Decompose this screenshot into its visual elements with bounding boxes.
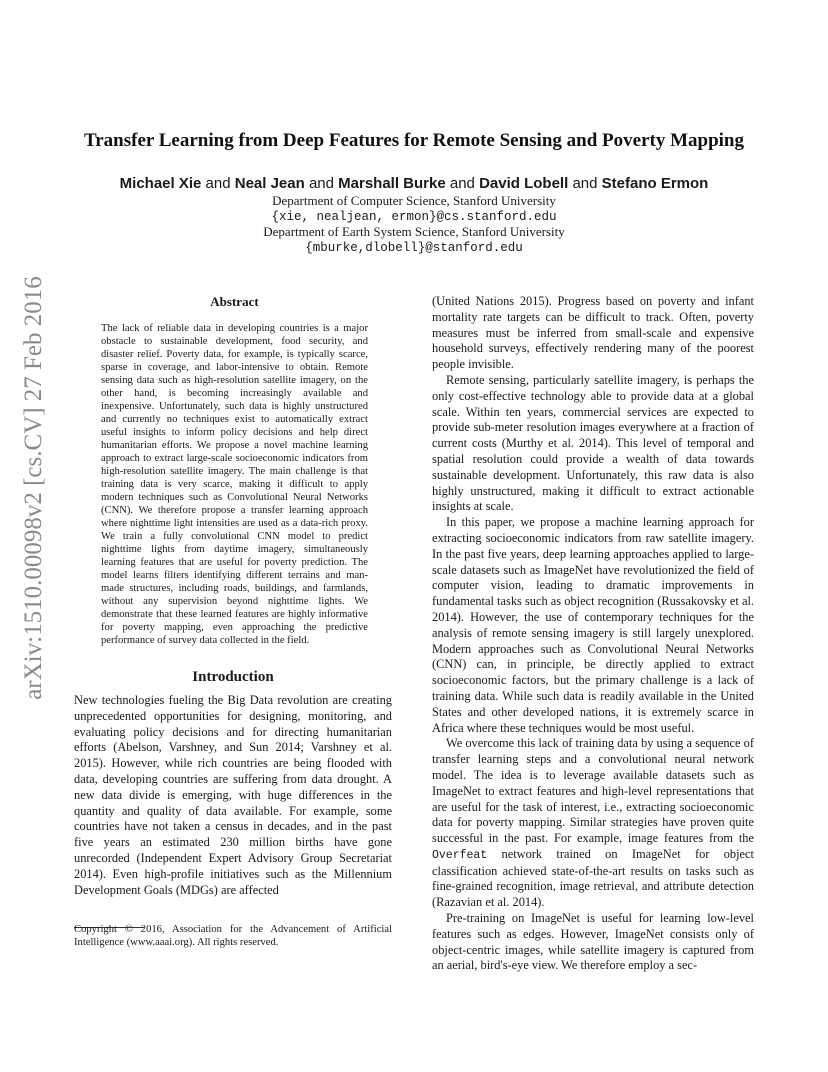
abstract-text: The lack of reliable data in developing countries is a major obstacle to sustainable development, food security, and disaster relief. Poverty data, for example, is typically scarce, sparse in coverage, and labor-intensive to obtain. Remote sensing data such as high-resolution satellite imagery, on the other hand, is becoming increasingly available and inexpensive. Unfortunately, such data is highly unstructured and currently no techniques exist to automatically extract useful insights to inform policy decisions and help direct humanitarian efforts. We propose a novel machine learning approach to extract large-scale socioeconomic indicators from high-resolution satellite imagery. The main challenge is that training data is very scarce, making it difficult to apply modern techniques such as Convolutional Neural Networks (CNN). We therefore propose a transfer learning approach where nighttime light intensities are used as a data-rich proxy. We train a fully convolutional CNN model to predict nighttime lights from daytime imagery, simultaneously learning features that are useful for poverty prediction. The model learns filters identifying different terrains and man-made structures, including roads, buildings, and farmlands, without any supervision beyond nighttime lights. We demonstrate that these learned features are highly informative for poverty mapping, even approaching the predictive performance of survey data collected in the field. [101, 323, 368, 646]
author-name: Michael Xie [119, 175, 202, 192]
copyright-footnote: Copyright © 2016, Association for the Advancement of Artificial Intelligence (www.aaai.org). All rights reserved. [74, 924, 392, 948]
abstract-heading: Abstract [210, 294, 259, 309]
author-list [60, 175, 768, 193]
abstract-section [74, 294, 392, 647]
body-paragraph: Remote sensing, particularly satellite imagery, is perhaps the only cost-effective technology able to provide data at a global scale. Within ten years, commercial services are expected to provide sub-meter resolution images everywhere at a fraction of current costs (Murthy et al. 2014). This level of temporal and spatial resolution could provide a wealth of data towards sustainable development. Unfortunately, this raw data is also highly unstructured, making it difficult to extract actionable insights at scale. [432, 372, 754, 514]
author-separator: and [572, 175, 598, 192]
body-text-segment: network trained on ImageNet for object classification achieved state-of-the-art results on tasks such as fine-grained recognition, image retrieval, and attribute detection (Razavian et al. 2014). [432, 846, 754, 910]
code-term: Overfeat [432, 848, 488, 862]
author-separator: and [449, 175, 475, 192]
email-ess: {mburke,dlobell}@stanford.edu [305, 241, 523, 255]
author-separator: and [308, 175, 334, 192]
introduction-heading: Introduction [192, 669, 274, 685]
author-name: Neal Jean [234, 175, 305, 192]
author-name: Stefano Ermon [601, 175, 709, 192]
left-column [74, 294, 392, 898]
email-cs: {xie, nealjean, ermon}@cs.stanford.edu [271, 210, 557, 224]
affiliation-ess: Department of Earth System Science, Stanford University [263, 224, 565, 239]
body-paragraph: Pre-training on ImageNet is useful for learning low-level features such as edges. However, ImageNet consists only of object-centric images, while satellite imagery is captured from an aerial, bird's-eye view. We therefore employ a sec- [432, 911, 754, 973]
body-text-segment: We overcome this lack of training data by using a sequence of transfer learning steps and a convolutional neural network model. The idea is to leverage available datasets such as ImageNet to extract features and high-level representations that are useful for the task of interest, i.e., extracting socioeconomic data for poverty mapping. Similar strategies have proven quite successful in the past. For example, image features from the [432, 736, 754, 846]
introduction-paragraph: New technologies fueling the Big Data revolution are creating unprecedented opportunities for designing, monitoring, and evaluating policy decisions and for directing humanitarian efforts (Abelson, Varshney, and Sun 2014; Varshney et al. 2015). However, while rich countries are being flooded with data, developing countries are suffering from data drought. A new data divide is emerging, with huge differences in the quantity and quality of data available. For example, some countries have not taken a census in decades, and in the past five years an estimated 230 million births have gone unrecorded (Independent Expert Advisory Group Secretariat 2014). Even high-profile initiatives such as the Millennium Development Goals (MDGs) are affected [74, 693, 392, 897]
arxiv-identifier: arXiv:1510.00098v2 [cs.CV] 27 Feb 2016 [20, 276, 48, 700]
author-name: Marshall Burke [338, 175, 446, 192]
body-paragraph: In this paper, we propose a machine learning approach for extracting socioeconomic indicators from raw satellite imagery. In the past five years, deep learning approaches applied to large-scale datasets such as ImageNet have revolutionized the field of computer vision, leading to dramatic improvements in fundamental tasks such as object recognition (Russakovsky et al. 2014). However, the use of contemporary techniques for the analysis of remote sensing imagery is still largely unexplored. Modern approaches such as Convolutional Neural Networks (CNN) can, in principle, be directly applied to extract socioeconomic factors, but the primary challenge is a lack of training data. While such data is readily available in the United States and other developed nations, it is extremely scarce in Africa where these techniques would be most useful. [432, 515, 754, 735]
author-separator: and [205, 175, 231, 192]
body-paragraph [432, 736, 754, 911]
right-column [432, 294, 754, 974]
body-paragraph: (United Nations 2015). Progress based on poverty and infant mortality rate targets can be difficult to track. Often, poverty measures must be inferred from small-scale and expensive household surveys, effectively rendering many of the poorest people invisible. [432, 294, 754, 372]
author-name: David Lobell [479, 175, 569, 192]
affiliation-cs: Department of Computer Science, Stanford University [272, 193, 556, 208]
paper-title: Transfer Learning from Deep Features for Remote Sensing and Poverty Mapping [83, 130, 745, 151]
